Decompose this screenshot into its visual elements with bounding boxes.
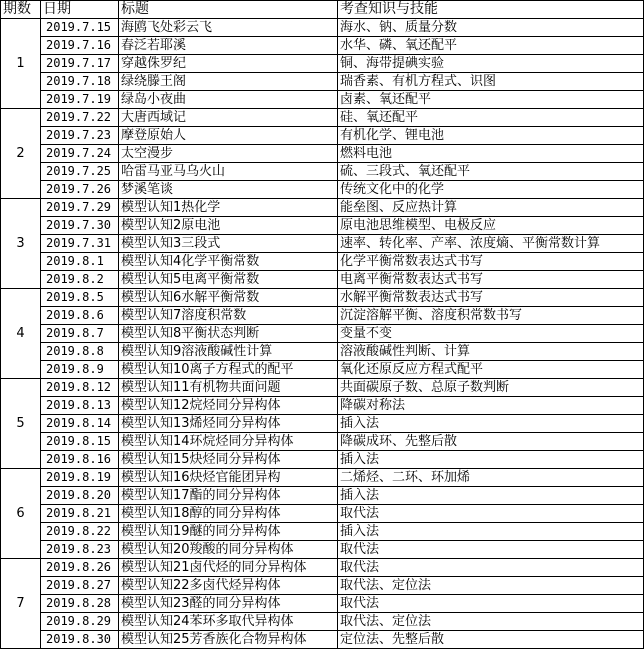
date-cell[interactable]: 2019.8.12 — [41, 379, 119, 397]
date-cell[interactable]: 2019.8.5 — [41, 289, 119, 307]
table-row — [1, 325, 644, 343]
date-cell[interactable]: 2019.8.29 — [41, 613, 119, 631]
table-row — [1, 109, 644, 127]
knowledge-cell[interactable]: 变量不变 — [338, 325, 644, 343]
date-cell[interactable]: 2019.7.24 — [41, 145, 119, 163]
knowledge-cell[interactable]: 传统文化中的化学 — [338, 181, 644, 199]
table-row — [1, 469, 644, 487]
knowledge-cell[interactable]: 取代法 — [338, 559, 644, 577]
knowledge-cell[interactable]: 燃料电池 — [338, 145, 644, 163]
title-cell[interactable]: 模型认知15炔烃同分异构体 — [119, 451, 338, 469]
table-row — [1, 73, 644, 91]
title-cell[interactable]: 模型认知12烷烃同分异构体 — [119, 397, 338, 415]
knowledge-cell[interactable]: 插入法 — [338, 451, 644, 469]
date-cell[interactable]: 2019.8.27 — [41, 577, 119, 595]
date-cell[interactable]: 2019.8.19 — [41, 469, 119, 487]
title-cell[interactable]: 梦溪笔谈 — [119, 181, 338, 199]
knowledge-cell[interactable]: 电离平衡常数表达式书写 — [338, 271, 644, 289]
date-cell[interactable]: 2019.8.9 — [41, 361, 119, 379]
date-cell[interactable]: 2019.7.15 — [41, 19, 119, 37]
date-cell[interactable]: 2019.8.22 — [41, 523, 119, 541]
date-cell[interactable]: 2019.8.26 — [41, 559, 119, 577]
date-cell[interactable]: 2019.8.28 — [41, 595, 119, 613]
table-row — [1, 55, 644, 73]
date-cell[interactable]: 2019.8.14 — [41, 415, 119, 433]
date-cell[interactable]: 2019.7.30 — [41, 217, 119, 235]
title-cell[interactable]: 摩登原始人 — [119, 127, 338, 145]
date-cell[interactable]: 2019.8.1 — [41, 253, 119, 271]
table-row — [1, 577, 644, 595]
table-row — [1, 451, 644, 469]
table-row — [1, 343, 644, 361]
table-row — [1, 217, 644, 235]
table-row — [1, 127, 644, 145]
period-cell[interactable]: 2 — [1, 109, 41, 199]
title-cell[interactable]: 模型认知3三段式 — [119, 235, 338, 253]
title-cell[interactable]: 模型认知20羧酸的同分异构体 — [119, 541, 338, 559]
title-cell[interactable]: 模型认知6水解平衡常数 — [119, 289, 338, 307]
date-cell[interactable]: 2019.7.18 — [41, 73, 119, 91]
period-cell[interactable]: 7 — [1, 559, 41, 649]
period-cell[interactable]: 6 — [1, 469, 41, 559]
header-title[interactable]: 标题 — [119, 1, 338, 19]
table-row — [1, 595, 644, 613]
title-cell[interactable]: 哈雷马亚马乌火山 — [119, 163, 338, 181]
date-cell[interactable]: 2019.7.29 — [41, 199, 119, 217]
header-period[interactable]: 期数 — [1, 1, 41, 19]
date-cell[interactable]: 2019.8.20 — [41, 487, 119, 505]
table-row — [1, 91, 644, 109]
header-knowledge[interactable]: 考查知识与技能 — [338, 1, 644, 19]
date-cell[interactable]: 2019.8.15 — [41, 433, 119, 451]
date-cell[interactable]: 2019.8.6 — [41, 307, 119, 325]
table-row — [1, 379, 644, 397]
knowledge-cell[interactable]: 插入法 — [338, 523, 644, 541]
title-cell[interactable]: 模型认知16炔烃官能团异构 — [119, 469, 338, 487]
date-cell[interactable]: 2019.7.23 — [41, 127, 119, 145]
knowledge-cell[interactable]: 铜、海带提碘实验 — [338, 55, 644, 73]
knowledge-cell[interactable]: 取代法、定位法 — [338, 577, 644, 595]
title-cell[interactable]: 模型认知11有机物共面问题 — [119, 379, 338, 397]
date-cell[interactable]: 2019.7.22 — [41, 109, 119, 127]
knowledge-cell[interactable]: 水解平衡常数表达式书写 — [338, 289, 644, 307]
title-cell[interactable]: 模型认知1热化学 — [119, 199, 338, 217]
date-cell[interactable]: 2019.8.7 — [41, 325, 119, 343]
knowledge-cell[interactable]: 定位法、先整后散 — [338, 631, 644, 649]
title-cell[interactable]: 模型认知23醛的同分异构体 — [119, 595, 338, 613]
title-cell[interactable]: 模型认知21卤代烃的同分异构体 — [119, 559, 338, 577]
knowledge-cell[interactable]: 共面碳原子数、总原子数判断 — [338, 379, 644, 397]
date-cell[interactable]: 2019.8.8 — [41, 343, 119, 361]
knowledge-cell[interactable]: 沉淀溶解平衡、溶度积常数书写 — [338, 307, 644, 325]
knowledge-cell[interactable]: 卤素、氧还配平 — [338, 91, 644, 109]
title-cell[interactable]: 模型认知7溶度积常数 — [119, 307, 338, 325]
knowledge-cell[interactable]: 海水、钠、质量分数 — [338, 19, 644, 37]
knowledge-cell[interactable]: 化学平衡常数表达式书写 — [338, 253, 644, 271]
table-row — [1, 541, 644, 559]
date-cell[interactable]: 2019.7.17 — [41, 55, 119, 73]
knowledge-cell[interactable]: 瑞香素、有机方程式、识图 — [338, 73, 644, 91]
title-cell[interactable]: 模型认知24苯环多取代异构体 — [119, 613, 338, 631]
title-cell[interactable]: 模型认知8平衡状态判断 — [119, 325, 338, 343]
knowledge-cell[interactable]: 取代法 — [338, 541, 644, 559]
date-cell[interactable]: 2019.8.13 — [41, 397, 119, 415]
date-cell[interactable]: 2019.7.16 — [41, 37, 119, 55]
table-body — [1, 19, 644, 649]
title-cell[interactable]: 模型认知25芳香族化合物异构体 — [119, 631, 338, 649]
title-cell[interactable]: 海鸥飞处彩云飞 — [119, 19, 338, 37]
knowledge-cell[interactable]: 插入法 — [338, 487, 644, 505]
table-row — [1, 235, 644, 253]
knowledge-cell[interactable]: 硅、氧还配平 — [338, 109, 644, 127]
table-row — [1, 145, 644, 163]
title-cell[interactable]: 模型认知13烯烃同分异构体 — [119, 415, 338, 433]
knowledge-cell[interactable]: 取代法 — [338, 595, 644, 613]
table-row — [1, 361, 644, 379]
table-row — [1, 397, 644, 415]
knowledge-cell[interactable]: 有机化学、锂电池 — [338, 127, 644, 145]
table-row — [1, 415, 644, 433]
table-row — [1, 289, 644, 307]
table-row — [1, 487, 644, 505]
knowledge-cell[interactable]: 氧化还原反应方程式配平 — [338, 361, 644, 379]
date-cell[interactable]: 2019.7.26 — [41, 181, 119, 199]
knowledge-cell[interactable]: 能垒图、反应热计算 — [338, 199, 644, 217]
date-cell[interactable]: 2019.7.19 — [41, 91, 119, 109]
header-date[interactable]: 日期 — [41, 1, 119, 19]
table-row — [1, 37, 644, 55]
knowledge-cell[interactable]: 取代法、定位法 — [338, 613, 644, 631]
table-row — [1, 505, 644, 523]
table-row — [1, 613, 644, 631]
title-cell[interactable]: 模型认知10离子方程式的配平 — [119, 361, 338, 379]
period-cell[interactable]: 5 — [1, 379, 41, 469]
title-cell[interactable]: 模型认知18醇的同分异构体 — [119, 505, 338, 523]
title-cell[interactable]: 模型认知22多卤代烃异构体 — [119, 577, 338, 595]
date-cell[interactable]: 2019.8.30 — [41, 631, 119, 649]
title-cell[interactable]: 模型认知5电离平衡常数 — [119, 271, 338, 289]
date-cell[interactable]: 2019.8.2 — [41, 271, 119, 289]
title-cell[interactable]: 模型认知17酯的同分异构体 — [119, 487, 338, 505]
table-row — [1, 163, 644, 181]
knowledge-cell[interactable]: 硫、三段式、氧还配平 — [338, 163, 644, 181]
title-cell[interactable]: 模型认知9溶液酸碱性计算 — [119, 343, 338, 361]
knowledge-cell[interactable]: 溶液酸碱性判断、计算 — [338, 343, 644, 361]
table-row — [1, 559, 644, 577]
knowledge-cell[interactable]: 原电池思维模型、电极反应 — [338, 217, 644, 235]
date-cell[interactable]: 2019.7.25 — [41, 163, 119, 181]
title-cell[interactable]: 模型认知2原电池 — [119, 217, 338, 235]
title-cell[interactable]: 模型认知4化学平衡常数 — [119, 253, 338, 271]
title-cell[interactable]: 绿岛小夜曲 — [119, 91, 338, 109]
table-row — [1, 631, 644, 649]
date-cell[interactable]: 2019.8.23 — [41, 541, 119, 559]
title-cell[interactable]: 春泛若耶溪 — [119, 37, 338, 55]
table-row — [1, 307, 644, 325]
period-cell[interactable]: 4 — [1, 289, 41, 379]
knowledge-cell[interactable]: 二烯烃、二环、环加烯 — [338, 469, 644, 487]
period-cell[interactable]: 1 — [1, 19, 41, 109]
title-cell[interactable]: 穿越侏罗纪 — [119, 55, 338, 73]
date-cell[interactable]: 2019.7.31 — [41, 235, 119, 253]
knowledge-cell[interactable]: 降碳对称法 — [338, 397, 644, 415]
table-row — [1, 433, 644, 451]
knowledge-cell[interactable]: 速率、转化率、产率、浓度熵、平衡常数计算 — [338, 235, 644, 253]
table-row — [1, 199, 644, 217]
table-row — [1, 523, 644, 541]
table-row — [1, 253, 644, 271]
knowledge-cell[interactable]: 取代法 — [338, 505, 644, 523]
knowledge-cell[interactable]: 插入法 — [338, 415, 644, 433]
table-row — [1, 19, 644, 37]
title-cell[interactable]: 模型认知14环烷烃同分异构体 — [119, 433, 338, 451]
period-cell[interactable]: 3 — [1, 199, 41, 289]
date-cell[interactable]: 2019.8.16 — [41, 451, 119, 469]
table-row — [1, 181, 644, 199]
knowledge-cell[interactable]: 水华、磷、氧还配平 — [338, 37, 644, 55]
title-cell[interactable]: 绿绕滕王阁 — [119, 73, 338, 91]
title-cell[interactable]: 太空漫步 — [119, 145, 338, 163]
knowledge-cell[interactable]: 降碳成环、先整后散 — [338, 433, 644, 451]
date-cell[interactable]: 2019.8.21 — [41, 505, 119, 523]
title-cell[interactable]: 大唐西域记 — [119, 109, 338, 127]
title-cell[interactable]: 模型认知19醚的同分异构体 — [119, 523, 338, 541]
table-row — [1, 271, 644, 289]
header-row — [1, 1, 644, 19]
